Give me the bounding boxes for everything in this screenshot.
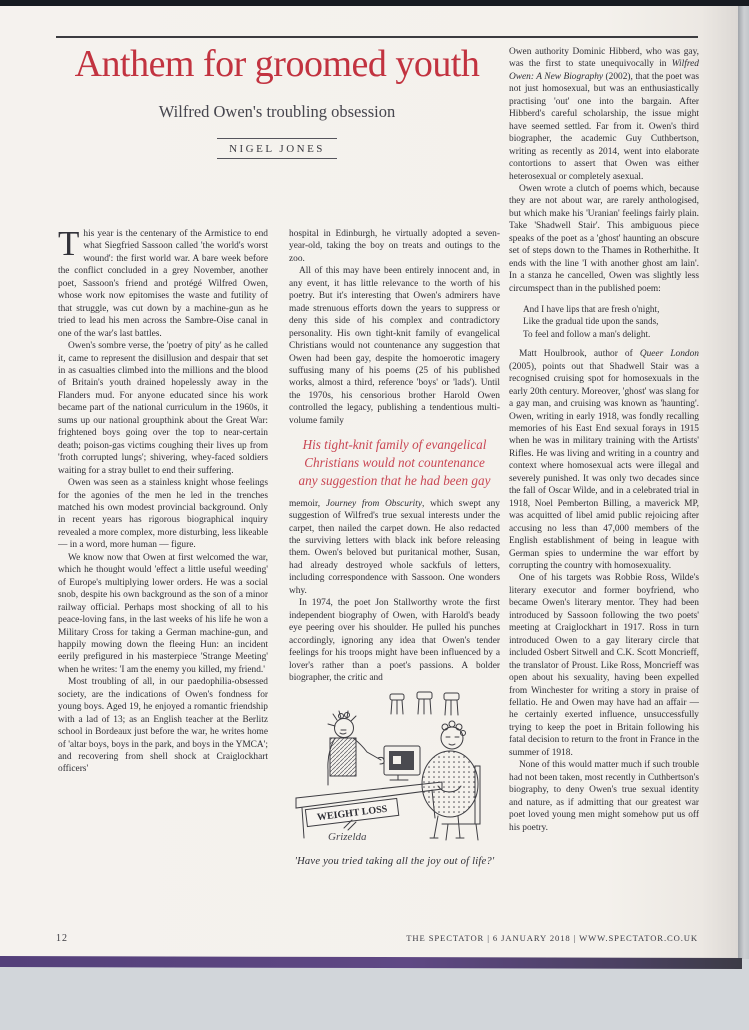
paragraph: Owen's sombre verse, the 'poetry of pity' as he called it, came to represent the disillusion and despair that set in as casualties climbed into the millions and the blood of Britain's youth drained hopelessly away in the Flanders mud. For anyone educated since his work became part of the national curriculum in the 1960s, it sums up our national groupthink about the Great War: frightened boys going over the top to near-certain death; poison-gas victims coughing their lives up from 'froth corrupted lungs'; shivering, whey-faced soldiers waiting for a stray bullet to end their suffering. [58,341,268,476]
paragraph: This year is the centenary of the Armistice to end what Siegfried Sassoon called 'the world's worst wound': the first world war. A bare week before the conflict concluded in a grey November, another poet, Sassoon's friend and protégé Wilfred Owen, whose work now epitomises the waste and futility of that struggle, was cut down by a machine-gun as he tried to lead his men across the Sambre-Oise canal in one of the war's last battles. [58,228,268,339]
scan-page-edge [738,6,749,959]
text-line: To feel and follow a man's delight. [523,328,651,339]
article-header [56,42,498,159]
paragraph: Owen wrote a clutch of poems which, because they are not about war, are rarely anthologised, but which make his 'Uranian' feelings fairly plain. Take 'Shadwell Stair'. This ambiguous piece speaks of the poet as a 'ghost' haunting an obscure set of steps down to the Thames in Rotherhithe. It ends with the line 'I with another ghost am lain'. In a stanza he cancelled, Owen was slightly less circumspect than in the published poem: [509,183,699,294]
text-line: any suggestion that he had been gay [298,472,491,488]
drop-cap: T [58,228,80,263]
cartoon [289,690,500,868]
text-line: Like the gradual tide upon the sands, [523,316,659,327]
text-column-3 [509,46,699,938]
weight-loss-sign: WEIGHT LOSS [316,804,388,824]
text-column-2 [289,228,500,940]
paragraph: Owen was seen as a stainless knight whose feelings for the agonies of the men he led in the trenches matched his own modest provincial background. Only in recent years has rigorous biographical inquiry revealed a more complex, more disturbing, less likeable — in a word, more human — figure. [58,478,268,551]
pull-quote [290,436,499,489]
stools-icon [390,692,459,715]
article-title: Anthem for groomed youth [74,43,480,85]
paragraph: All of this may have been entirely innocent and, in any event, it has little relevance to the worth of his poetry. But it's interesting that Owen's admirers have made strenuous efforts down the years to suppress or deny this side of his complex and contradictory personality. His own tight-knit family of evangelical Christians would not countenance any suggestion that Owen had been gay, despite the homoerotic imagery suffusing many of his poems (25 of his published works, almost a third, reference 'boys' or 'lads'). Until the 1970s, his censorious brother Harold Owen controlled the legacy, publishing a tendentious multi-volume family [289,266,500,426]
text-line: Christians would not countenance [304,455,485,471]
paragraph: None of this would matter much if such trouble had not been taken, most recently in Cuthbertson's biography, to deny Owen's true sexual identity and nature, as if admitting that our greatest war poet loved young men might somehow put us off his poetry. [509,760,699,833]
paragraph: Most troubling of all, in our paedophilia-obsessed society, are the indications of Owen's fondness for young boys. Aged 19, he enjoyed a romantic friendship with a lad of 13; as an English teacher at the Berlitz school in Bordeaux just before the war, he writes home of 'altar boys, boys in the park, and boys in the YMCA'; and recovering from shell shock at Craiglockhart officers' [58,677,268,775]
paragraph: hospital in Edinburgh, he virtually adopted a seven-year-old, taking the boy on treats and outings to the zoo. [289,229,500,264]
text-line: And I have lips that are fresh o'night, [523,304,660,315]
byline: NIGEL JONES [217,138,337,159]
text-line: His tight-knit family of evangelical [302,437,487,453]
magazine-page [0,6,738,958]
scan-bottom-strip [0,956,742,969]
column-3-upper-paragraphs [509,46,699,295]
paragraph: Matt Houlbrook, author of Queer London (2005), points out that Shadwell Stair was a recognised cruising spot for homosexuals in the early 20th century. Moreover, 'ghost' was slang for a gay man, and cruising was known as 'haunting'. Owen, writing in early 1918, was fondly recalling memories of his East End sexual forays in 1915 when he was in military training with the Artists' Rifles. He was living and writing in a country and context where homosexual acts were illegal and severely punished. It was only two decades since the fall of Oscar Wilde, and in a celebrated trial in 1918, Noel Pemberton Billing, a maverick MP, was acquitted of libel amid public rejoicing after accusing no less than 47,000 members of the English establishment of being in league with German spies to undermine the war effort by corrupting the country with homosexuality. [509,349,699,571]
column-2-upper-paragraphs [289,228,500,427]
page-footer [56,933,698,944]
cartoonist-signature: Grizelda [328,831,367,844]
computer-monitor-icon [384,746,420,780]
cartoon-illustration [292,690,497,848]
column-2-lower-paragraphs [289,498,500,685]
header-rule [56,36,698,38]
cartoon-caption: 'Have you tried taking all the joy out of life?' [294,855,495,867]
paragraph: One of his targets was Robbie Ross, Wilde's literary executor and former boyfriend, who became Owen's literary mentor. They had been introduced by Sassoon following the two poets' meeting at Craiglockhart in 1917. Ross in turn introduced Owen to a gay literary circle that included Osbert Sitwell and C.K. Scott Moncrieff, the translator of Proust. Like Ross, Moncrieff was open about his sexuality, having been expelled from Winchester for writing a story in praise of fellatio. He and Owen may have had an affair — he certainly exerted influence, unsuccessfully trying to keep the poet in Britain following his fatal decision to return to the front in France in the summer of 1918. [509,573,699,758]
page-number: 12 [56,933,68,944]
poem-excerpt [523,303,699,340]
paragraph: In 1974, the poet Jon Stallworthy wrote the first independent biography of Owen, with Harold's beady eye peering over his shoulder. He pulled his punches accordingly, ignoring any idea that Owen's tender feelings for his troops might have been influenced by a lover's rather than a poet's passions. A bolder biographer, the critic and [289,598,500,683]
paragraph: We know now that Owen at first welcomed the war, which he thought would 'effect a little useful weeding' of Europe's multiplying lower orders. He was a social snob, despite his own background as the son of a minor railway official. Perhaps most shocking of all to his peace-loving fans, in the last weeks of his life he won a Military Cross for taking a German machine-gun, and happily mowing down the fleeing Hun: an incident eerily prefigured in his masterpiece 'Strange Meeting' when he writes: 'I am the enemy you killed, my friend.' [58,552,268,675]
client-figure [422,721,480,840]
column-3-lower-paragraphs [509,348,699,834]
footer-publication-line: THE SPECTATOR | 6 JANUARY 2018 | WWW.SPECTATOR.CO.UK [406,933,698,943]
article-subtitle: Wilfred Owen's troubling obsession [158,102,396,121]
paragraph: memoir, Journey from Obscurity, which swept any suggestion of Wilfred's true sexual interests under the carpet, then nailed the carpet down. He also redacted the surviving letters with black ink before releasing them. Owen's beloved but puritanical mother, Susan, had already destroyed whole sackfuls of letters, including correspondence with Sassoon. One wonders why. [289,498,500,596]
desk [296,782,442,838]
paragraph: Owen authority Dominic Hibberd, who was gay, was the first to state unequivocally in Wilfred Owen: A New Biography (2002), that the poet was not just homosexual, but was an enthusiastically practising 'out' one into the bargain. After Hibberd's careful scholarship, the issue might have seemed settled. Far from it. Owen's third biographer, the academic Guy Cuthbertson, writing as recently as 2014, went into elaborate contortions to assert that Owen was either heterosexual or completely asexual. [509,47,699,182]
text-column-1 [58,228,268,928]
consultant-figure [328,711,384,785]
